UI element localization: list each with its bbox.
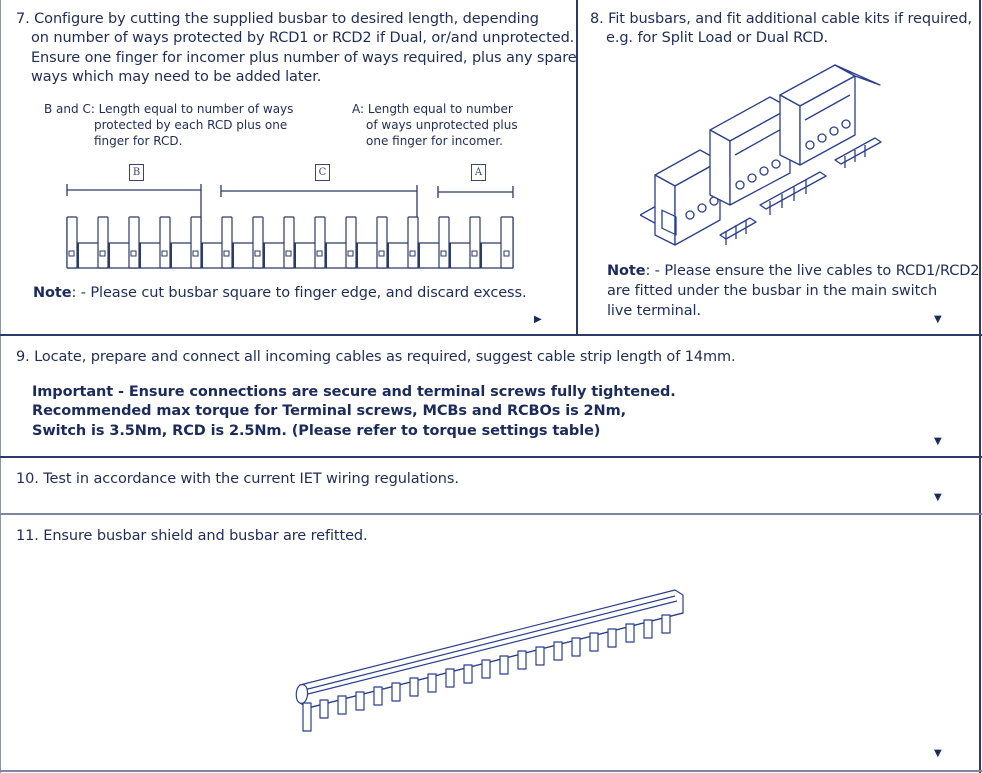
a-caption: one finger for incomer. — [366, 134, 503, 148]
step-7-text: ways which may need to be added later. — [31, 69, 322, 85]
arrow-down-icon: ▼ — [934, 436, 942, 447]
bc-caption: B and C: Length equal to number of ways — [44, 102, 294, 116]
note-label: Note — [607, 263, 646, 279]
busbar-shield-illustration — [295, 585, 685, 735]
step-7-text: Ensure one finger for incomer plus number of ways required, plus any spare — [31, 50, 577, 66]
arrow-down-icon: ▼ — [934, 748, 942, 759]
step-8-note: are fitted under the busbar in the main switch — [607, 283, 938, 299]
bc-caption: protected by each RCD plus one — [94, 118, 288, 132]
a-caption: of ways unprotected plus — [366, 118, 518, 132]
label-b: B — [129, 164, 144, 181]
label-c: C — [315, 164, 330, 181]
right-border — [979, 0, 981, 773]
step-8-text: e.g. for Split Load or Dual RCD. — [606, 30, 829, 46]
mcb-assembly-illustration — [640, 55, 890, 255]
step-7-text: on number of ways protected by RCD1 or RCD2 if Dual, or/and unprotected. — [31, 30, 575, 46]
label-a: A — [471, 164, 486, 181]
step-7-note — [33, 284, 526, 304]
step-7-text: 7. Configure by cutting the supplied busbar to desired length, depending — [16, 11, 539, 27]
arrow-down-icon: ▼ — [934, 492, 942, 503]
section-divider — [0, 513, 982, 515]
busbar-cut-diagram — [60, 180, 520, 275]
left-border — [0, 0, 1, 773]
section-divider — [0, 770, 982, 772]
note-text: : - Please cut busbar square to finger edge, and discard excess. — [71, 285, 527, 301]
section-divider — [0, 456, 982, 458]
step-10-text: 10. Test in accordance with the current IET wiring regulations. — [16, 471, 459, 487]
step-11-text: 11. Ensure busbar shield and busbar are refitted. — [16, 528, 368, 544]
section-divider — [0, 334, 982, 336]
important-text: Switch is 3.5Nm, RCD is 2.5Nm. (Please refer to torque settings table) — [32, 423, 601, 439]
a-caption: A: Length equal to number — [352, 102, 513, 116]
arrow-down-icon: ▼ — [934, 314, 942, 325]
step-9-text: 9. Locate, prepare and connect all incoming cables as required, suggest cable strip length of 14mm. — [16, 349, 736, 365]
arrow-right-icon: ▶ — [534, 314, 542, 325]
note-text: : - Please ensure the live cables to RCD1/RCD2 — [645, 263, 980, 279]
step-8-note: live terminal. — [607, 303, 701, 319]
important-text: Recommended max torque for Terminal screws, MCBs and RCBOs is 2Nm, — [32, 403, 627, 419]
step-8-note — [607, 262, 979, 282]
bc-caption: finger for RCD. — [94, 134, 183, 148]
step-8-text: 8. Fit busbars, and fit additional cable kits if required, — [590, 11, 972, 27]
note-label: Note — [33, 285, 72, 301]
important-text: Important - Ensure connections are secure and terminal screws fully tightened. — [32, 384, 676, 400]
